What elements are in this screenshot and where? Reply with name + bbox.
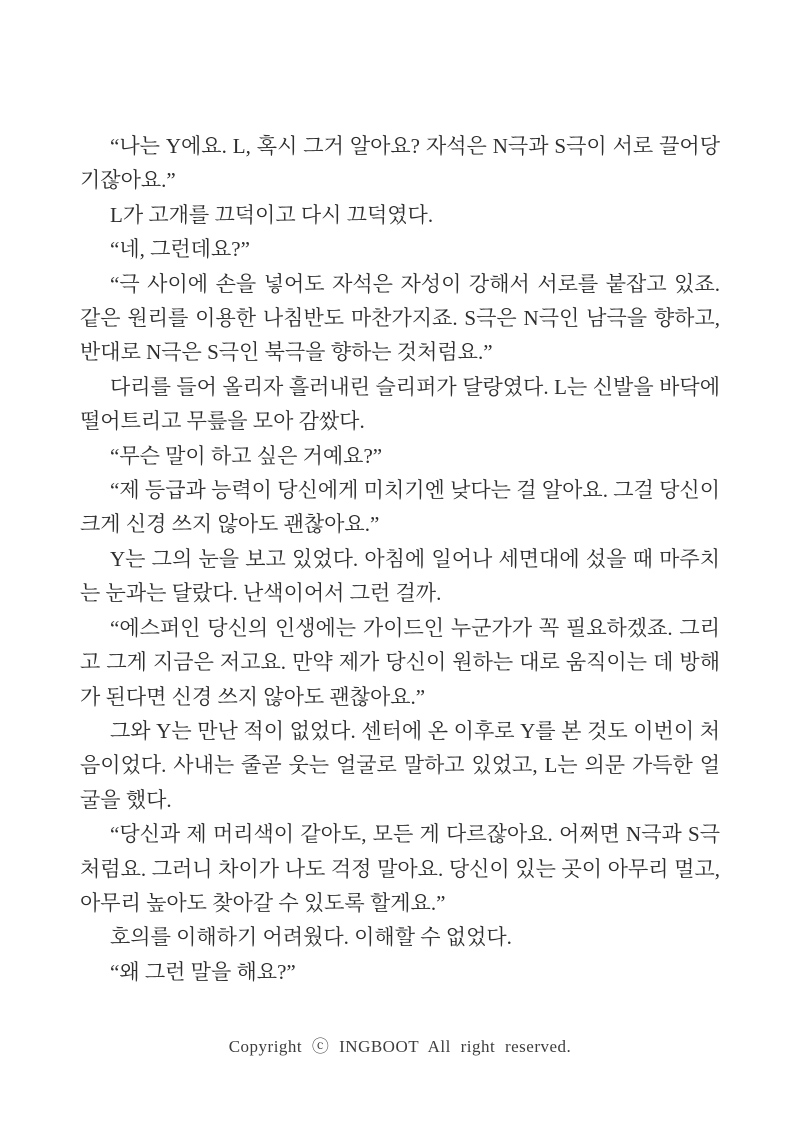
paragraph: 그와 Y는 만난 적이 없었다. 센터에 온 이후로 Y를 본 것도 이번이 처음이었다. 사내는 줄곧 웃는 얼굴로 말하고 있었고, L는 의문 가득한 얼굴을 했다. (80, 718, 720, 812)
paragraph: “에스퍼인 당신의 인생에는 가이드인 누군가가 꼭 필요하겠죠. 그리고 그게 지금은 저고요. 만약 제가 당신이 원하는 대로 움직이는 데 방해가 된다면 신경 쓰지 않아도 괜찮아요.” (80, 615, 720, 709)
paragraph: “무슨 말이 하고 싶은 거예요?” (110, 443, 383, 468)
paragraph: “극 사이에 손을 넣어도 자석은 자성이 강해서 서로를 붙잡고 있죠. 같은 원리를 이용한 나침반도 마찬가지죠. S극은 N극인 남극을 향하고, 반대로 N극은 S극인 북극을 향하는 것처럼요.” (80, 271, 720, 365)
paragraph: 호의를 이해하기 어려웠다. 이해할 수 없었다. (110, 925, 512, 950)
paragraph: “당신과 제 머리색이 같아도, 모든 게 다르잖아요. 어쩌면 N극과 S극처럼요. 그러니 차이가 나도 걱정 말아요. 당신이 있는 곳이 아무리 멀고, 아무리 높아도 찾아갈 수 있도록 할게요.” (80, 822, 720, 915)
paragraph: L가 고개를 끄덕이고 다시 끄덕였다. (110, 202, 434, 227)
paragraph: “네, 그런데요?” (110, 237, 250, 262)
paragraph: Y는 그의 눈을 보고 있었다. 아침에 일어나 세면대에 섰을 때 마주치는 눈과는 달랐다. 난색이어서 그런 걸까. (80, 546, 720, 606)
copyright-notice: Copyright ⓒ INGBOOT All right reserved. (228, 1037, 572, 1056)
paragraph: “나는 Y에요. L, 혹시 그거 알아요? 자석은 N극과 S극이 서로 끌어당기잖아요.” (80, 134, 720, 193)
paragraph: 다리를 들어 올리자 흘러내린 슬리퍼가 달랑였다. L는 신발을 바닥에 떨어트리고 무릎을 모아 감쌌다. (80, 374, 720, 434)
paragraph: “제 등급과 능력이 당신에게 미치기엔 낮다는 걸 알아요. 그걸 당신이 크게 신경 쓰지 않아도 괜찮아요.” (80, 478, 720, 537)
paragraph: “왜 그런 말을 해요?” (110, 959, 296, 984)
text-body (80, 129, 720, 989)
